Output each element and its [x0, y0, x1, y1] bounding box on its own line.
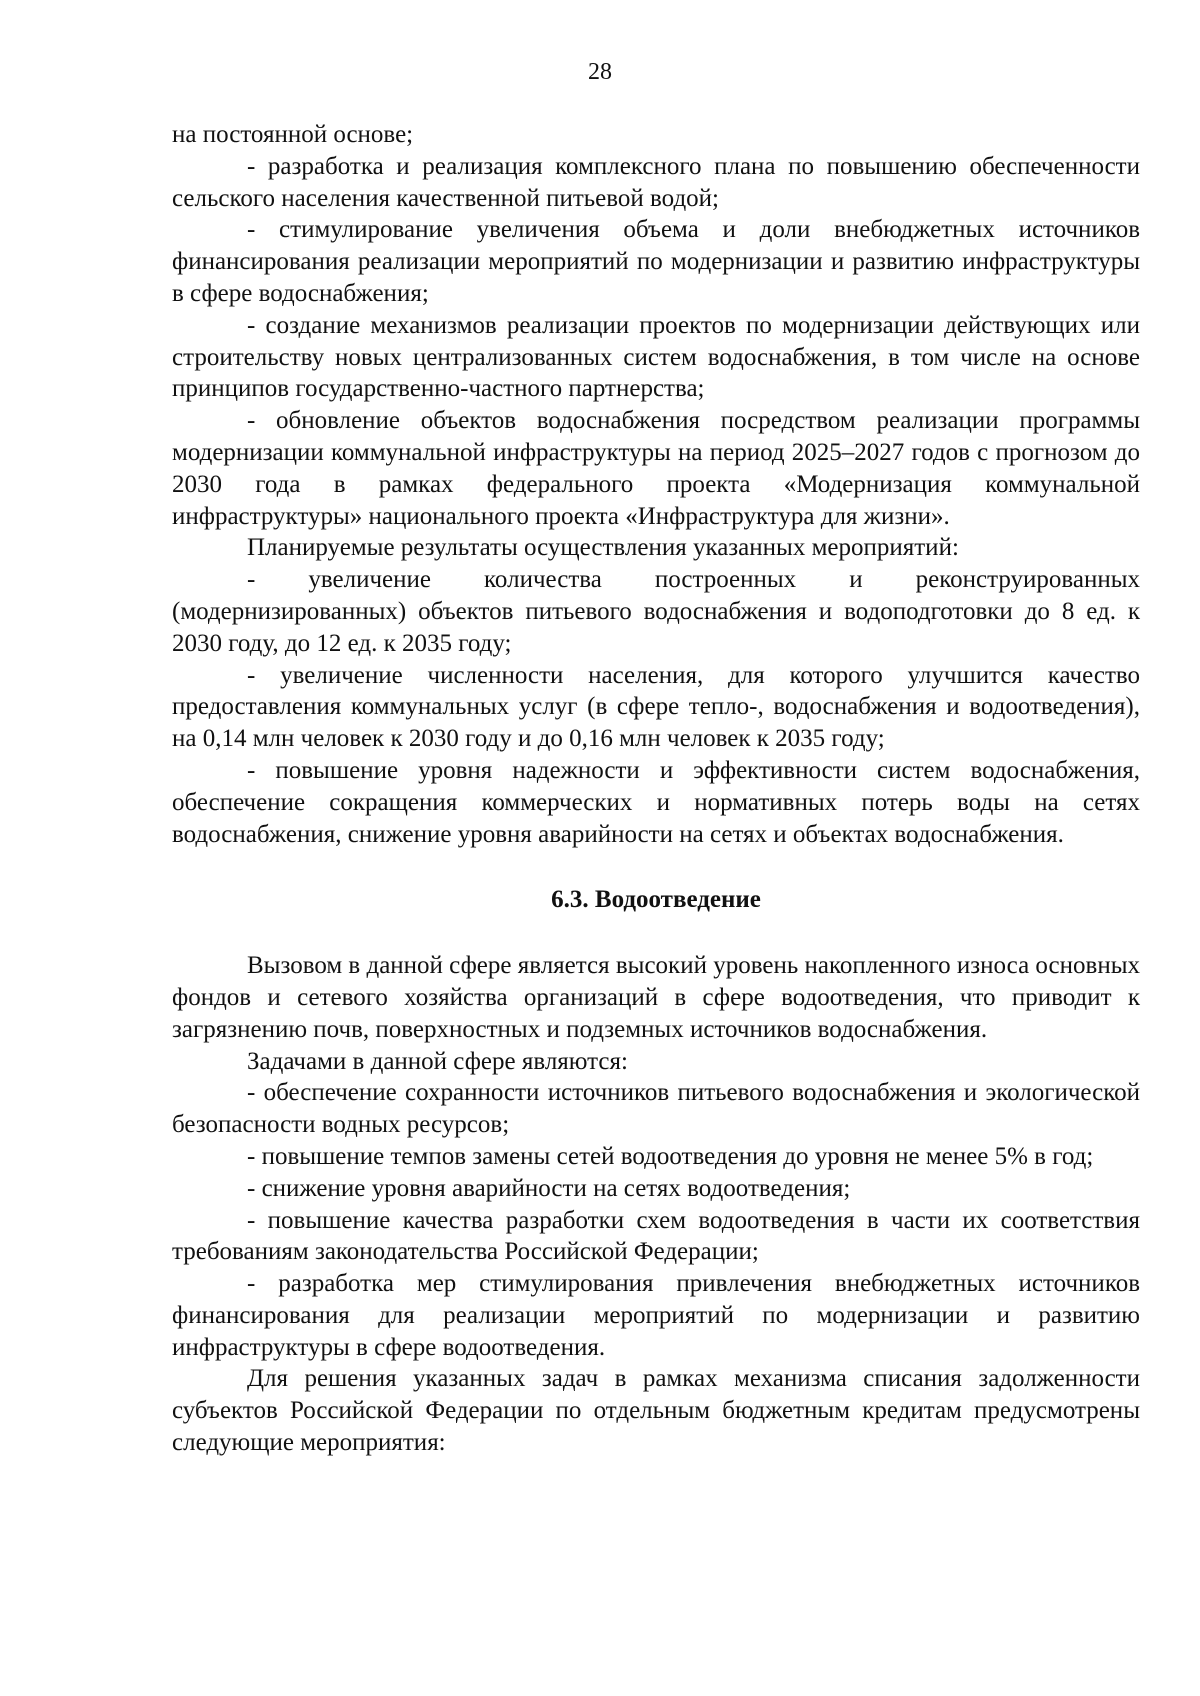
list-item: - увеличение численности населения, для которого улучшится качество предоставления коммунальных услуг (в сфере тепло-, водоснабжения и водоотведения), на 0,14 млн человек к 2030 году и до 0,16 млн человек к 2035 году; [172, 661, 1140, 753]
list-item: - обновление объектов водоснабжения посредством реализации программы модернизации коммунальной инфраструктуры на период 2025–2027 годов с прогнозом до 2030 года в рамках федерального проекта «Модернизация коммунальной инфраструктуры» национального проекта «Инфраструктура для жизни». [172, 407, 1140, 530]
document-body [172, 119, 1140, 1459]
page-number: 28 [588, 59, 612, 85]
list-item: - обеспечение сохранности источников питьевого водоснабжения и экологической безопасности водных ресурсов; [172, 1079, 1140, 1139]
list-item: - разработка мер стимулирования привлечения внебюджетных источников финансирования для реализации мероприятий по модернизации и развитию инфраструктуры в сфере водоотведения. [172, 1270, 1140, 1361]
paragraph: на постоянной основе; [172, 121, 414, 148]
section-heading: 6.3. Водоотведение [551, 886, 761, 914]
list-item: - стимулирование увеличения объема и доли внебюджетных источников финансирования реализации мероприятий по модернизации и развитию инфраструктуры в сфере водоснабжения; [172, 216, 1140, 307]
list-item: - разработка и реализация комплексного плана по повышению обеспеченности сельского населения качественной питьевой водой; [172, 152, 1140, 212]
paragraph: Задачами в данной сфере являются: [247, 1047, 628, 1075]
list-item: - повышение темпов замены сетей водоотведения до уровня не менее 5% в год; [247, 1142, 1094, 1170]
list-item: - повышение качества разработки схем водоотведения в части их соответствия требованиям законодательства Российской Федерации; [172, 1206, 1140, 1266]
list-item: - создание механизмов реализации проектов по модернизации действующих или строительству новых централизованных систем водоснабжения, в том числе на основе принципов государственно-частного партнерства; [172, 311, 1140, 403]
paragraph: Вызовом в данной сфере является высокий уровень накопленного износа основных фондов и сетевого хозяйства организаций в сфере водоотведения, что приводит к загрязнению почв, поверхностных и подземных источников водоснабжения. [172, 952, 1141, 1043]
list-item: - снижение уровня аварийности на сетях водоотведения; [247, 1174, 851, 1202]
list-item: - повышение уровня надежности и эффективности систем водоснабжения, обеспечение сокращения коммерческих и нормативных потерь воды на сетях водоснабжения, снижение уровня аварийности на сетях и объектах водоснабжения. [172, 756, 1140, 848]
paragraph: Планируемые результаты осуществления указанных мероприятий: [247, 534, 959, 562]
list-item: - увеличение количества построенных и реконструированных (модернизированных) объектов питьевого водоснабжения и водоподготовки до 8 ед. к 2030 году, до 12 ед. к 2035 году; [172, 566, 1140, 657]
paragraph: Для решения указанных задач в рамках механизма списания задолженности субъектов Российской Федерации по отдельным бюджетным кредитам предусмотрены следующие мероприятия: [172, 1365, 1140, 1457]
